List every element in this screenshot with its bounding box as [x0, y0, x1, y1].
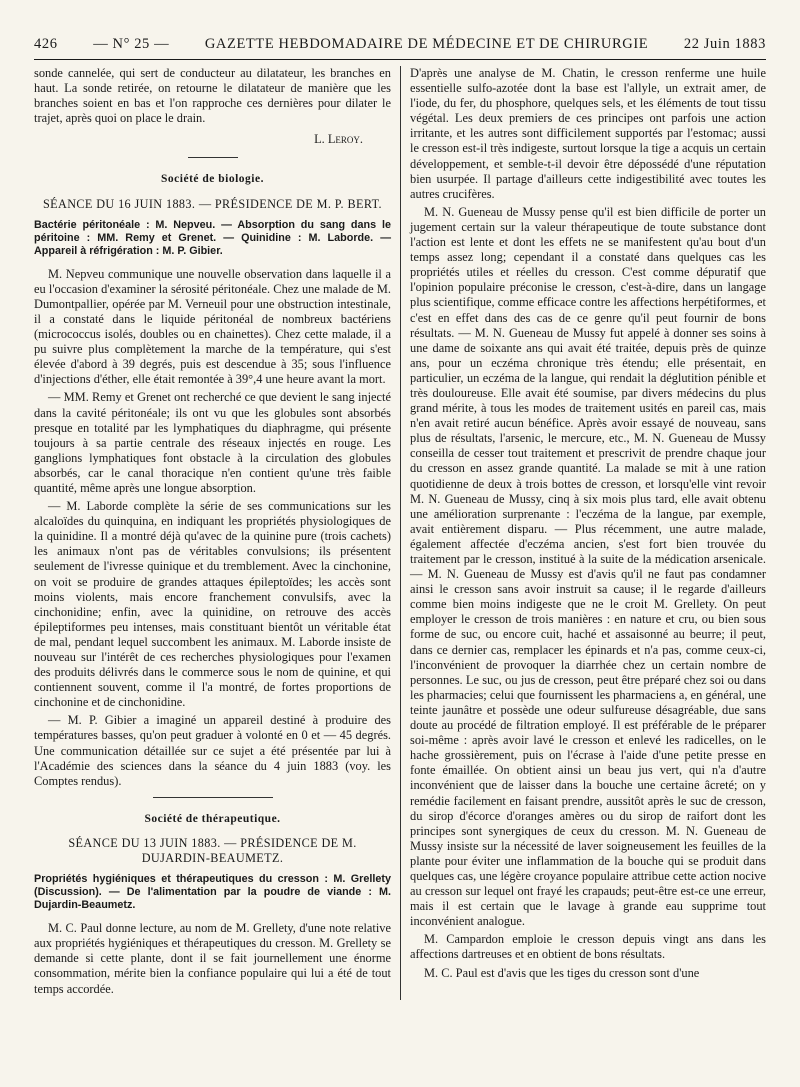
biology-paragraph: M. Nepveu communique une nouvelle observation dans laquelle il a eu l'occasion d'examiner la sérosité péritonéale. Chez une malade de M. Dumontpallier, opérée par M. Verneuil pour une obstruction intestinale, il a constaté dans le liquide péritonéal de nombreux bactériens (micrococcus isolés, doubles ou en chainettes). Chez cette malade, il a pu suivre plus complètement la marche de la température, qui s'est élevée d'abord à 39 degrés, puis est descendue à 35; sous l'influence d'injections d'éther, elle était remontée à 39°,4 une heure avant la mort. [34, 266, 391, 387]
continued-paragraph: sonde cannelée, qui sert de conducteur au dilatateur, les branches en haut. La sonde retirée, on retourne le dilatateur de manière que les branches soient en bas et l'on rapproche ces dernières pour dilater le trajet, après quoi on place le drain. [34, 66, 391, 126]
right-paragraph: M. Campardon emploie le cresson depuis vingt ans dans les affections dartreuses et en obtient de bons résultats. [410, 932, 766, 962]
therapeutics-paragraph: M. C. Paul donne lecture, au nom de M. Grellety, d'une note relative aux propriétés hygiéniques et thérapeutiques du cresson. M. Grellety se demande si cette plante, dont il se fait journellement une énorme consommation, mérite bien la confiance populaire qui lui a été de tout temps accordée. [34, 921, 391, 996]
issue-number: — N° 25 — [93, 36, 170, 52]
right-paragraph: M. C. Paul est d'avis que les tiges du cresson sont d'une [424, 965, 700, 980]
running-header [34, 36, 766, 60]
left-column [34, 66, 400, 1000]
right-paragraph: D'après une analyse de M. Chatin, le cresson renferme une huile essentielle sulfo-azotée dont la base est l'allyle, un extrait amer, de l'iode, du fer, du phosphore, quelques sels, et les éléments de tout tissu végétal. Les deux premiers de ces principes ont parfois une action irritante, et les autres sont difficilement supportés par l'estomac; aussi le cresson est-il très indigeste, surtout lorsque la tige a acquis un certain développement, et semble-t-il devoir être dépossédé d'une réputation bien usurpée. Il partage d'ailleurs cette indigestibilité avec toutes les autres crucifères. [410, 66, 766, 201]
session-summary-therapeutics: Propriétés hygiéniques et thérapeutiques du cresson : M. Grellety (Discussion). — De l'alimentation par la poudre de viande : M. Dujardin-Beaumetz. [34, 873, 391, 912]
section-divider [153, 797, 273, 798]
biology-paragraph: — MM. Remy et Grenet ont recherché ce que devient le sang injecté dans la cavité péritonéale; ils ont vu que les globules sont absorbés presque en totalité par les lymphatiques du diaphragme, qui présente toujours à sa partie centrale des réseaux injectés en rouge. Les ganglions lymphatiques font obstacle à la circulation des globules absorbés, car le canal thoracique n'en contient qu'une très faible quantité, même après une longue absorption. [34, 390, 391, 495]
session-line-biology: SÉANCE DU 16 JUIN 1883. — PRÉSIDENCE DE M. P. BERT. [42, 196, 383, 211]
session-line-therapeutics: SÉANCE DU 13 JUIN 1883. — PRÉSIDENCE DE M. DUJARDIN-BEAUMETZ. [68, 835, 357, 866]
society-heading-therapeutics: Société de thérapeutique. [144, 812, 281, 825]
biology-paragraph: — M. P. Gibier a imaginé un appareil destiné à produire des températures basses, qu'on peut graduer à volonté en 0 et — 45 degrés. Une communication détaillée sur ce sujet a été présentée par lui à l'Académie des sciences dans la séance du 4 juin 1883 (voy. les Comptes rendus). [34, 713, 391, 788]
journal-title: GAZETTE HEBDOMADAIRE DE MÉDECINE ET DE CHIRURGIE [204, 36, 649, 52]
session-summary-biology: Bactérie péritonéale : M. Nepveu. — Absorption du sang dans le péritoine : MM. Remy et Grenet. — Quinidine : M. Laborde. — Appareil à réfrigération : M. P. Gibier. [34, 218, 391, 257]
author-signature: L. Leroy. [314, 132, 363, 147]
biology-paragraph: — M. Laborde complète la série de ses communications sur les alcaloïdes du quinquina, en indiquant les propriétés physiologiques de la quinidine. Il a montré déjà qu'avec de la quinine pure (trois cachets) les animaux n'ont pas de véritables convulsions; ils présentent seulement de l'ivresse quinique et du tremblement. Avec la cinchonine, on voit se produire de grandes attaques épileptoïdes; les accès sont moins violents, mais encore franchement convulsifs, avec la cinchonidine; enfin, avec la quinidine, on retrouve des accès épileptiformes peu intenses, mais constituant bientôt un véritable état de mal, pendant lequel succombent les animaux. M. Laborde insiste de nouveau sur l'intérêt de ces recherches physiologiques pour l'examen des produits délivrés dans le commerce sous le nom de quinine, et qui contiennent souvent, comme il l'a montré, de fortes proportions de cinchonine et de cinchonidine. [34, 499, 391, 710]
issue-date: 22 Juin 1883 [683, 36, 766, 52]
section-divider [188, 157, 238, 158]
two-column-body [34, 66, 766, 1000]
page-number: 426 [34, 36, 58, 52]
right-paragraph: M. N. Gueneau de Mussy pense qu'il est bien difficile de porter un jugement certain sur la valeur thérapeutique de toute substance dont l'action est lente et dont les effets ne se manifestent qu'au bout d'un temps assez long; cependant il a constaté dans quelques cas les propriétés utiles et réelles du cresson. C'est comme dépuratif que l'opinion populaire préconise le cresson, c'est-à-dire, dans un langage plus scientifique, comme efficace contre les affections herpétiformes, et c'est en effet dans des cas de ce genre qu'il peut fournir de bons résultats. — M. N. Gueneau de Mussy fut appelé à donner ses soins à une dame de soixante ans qui avait été traitée, depuis près de quinze ans, pour un eczéma chronique très étendu; elle présentait, en particulier, un eczéma de la langue, qui rendait la déglutition pénible et très douloureuse. Elle avait été soumise, par divers médecins du plus grand mérite, à tous les modes de traitement usités en pareil cas, mais n'en avait retiré aucun bénéfice. Après avoir essayé de nouveau, sans plus de résultats, l'arsenic, le mercure, etc., M. N. Gueneau de Mussy conseilla de cesser tout traitement et prescrivit de prendre chaque jour du cresson en assez grande quantité. La malade se mit à une ration quotidienne de deux à trois bottes de cresson, et lorsqu'elle vint revoir M. N. Gueneau de Mussy, cinq à six mois plus tard, elle avait obtenu une amélioration surprenante : l'eczéma de la langue, par exemple, avait entièrement disparu. — Plus récemment, une autre malade, également affectée d'eczéma ancien, s'est fort bien trouvée du traitement par le cresson, institué à la suite de la médication arsenicale. — M. N. Gueneau de Mussy est d'avis qu'il ne faut pas condamner ainsi le cresson sans avoir instruit sa cause; il le regarde d'ailleurs comme bien moins indigeste que ne le croit M. Grellety. On peut employer le cresson de trois manières : en nature et cru, ou bien sous forme de suc, ou encore cuit, haché et assaisonné au beurre; il peut, dans ce dernier cas, remplacer les épinards et n'a pas, comme ceux-ci, l'inconvénient de provoquer la diarrhée chez un certain nombre de personnes. Le suc, ou jus de cresson, peut être préparé chez soi ou dans les pharmacies; celui que fournissent les pharmaciens a, en général, une teinte jaunâtre et possède une odeur sulfureuse désagréable, due sans doute au procédé de filtration employé. Il est préférable de le préparer soi-même : après avoir lavé le cresson et enlevé les radicelles, on le hache grossièrement, puis on l'écrase à l'aide d'une petite presse en fonte émaillée. On obtient ainsi un beau jus vert, qui n'a d'autre inconvénient que de laisser dans la bouche une certaine âcreté; on y remédie facilement en faisant prendre, aussitôt après le suc de cresson, du sirop d'écorce d'oranges amères ou du sirop de raifort dont les principes sont synergiques de ceux du cresson. M. N. Gueneau de Mussy insiste sur la nécessité de laver soigneusement les feuilles de la plante pour éviter une inflammation de la bouche qui se produit dans quelques cas, une légère croyance populaire attribue cette action nocive au cresson sur lequel ont frayé les crapauds; peut-être est-ce une erreur, mais il est certain que le lavage à grande eau supprime tout inconvénient analogue. [410, 204, 766, 929]
society-heading-biology: Société de biologie. [161, 173, 264, 186]
right-column [400, 66, 766, 1000]
